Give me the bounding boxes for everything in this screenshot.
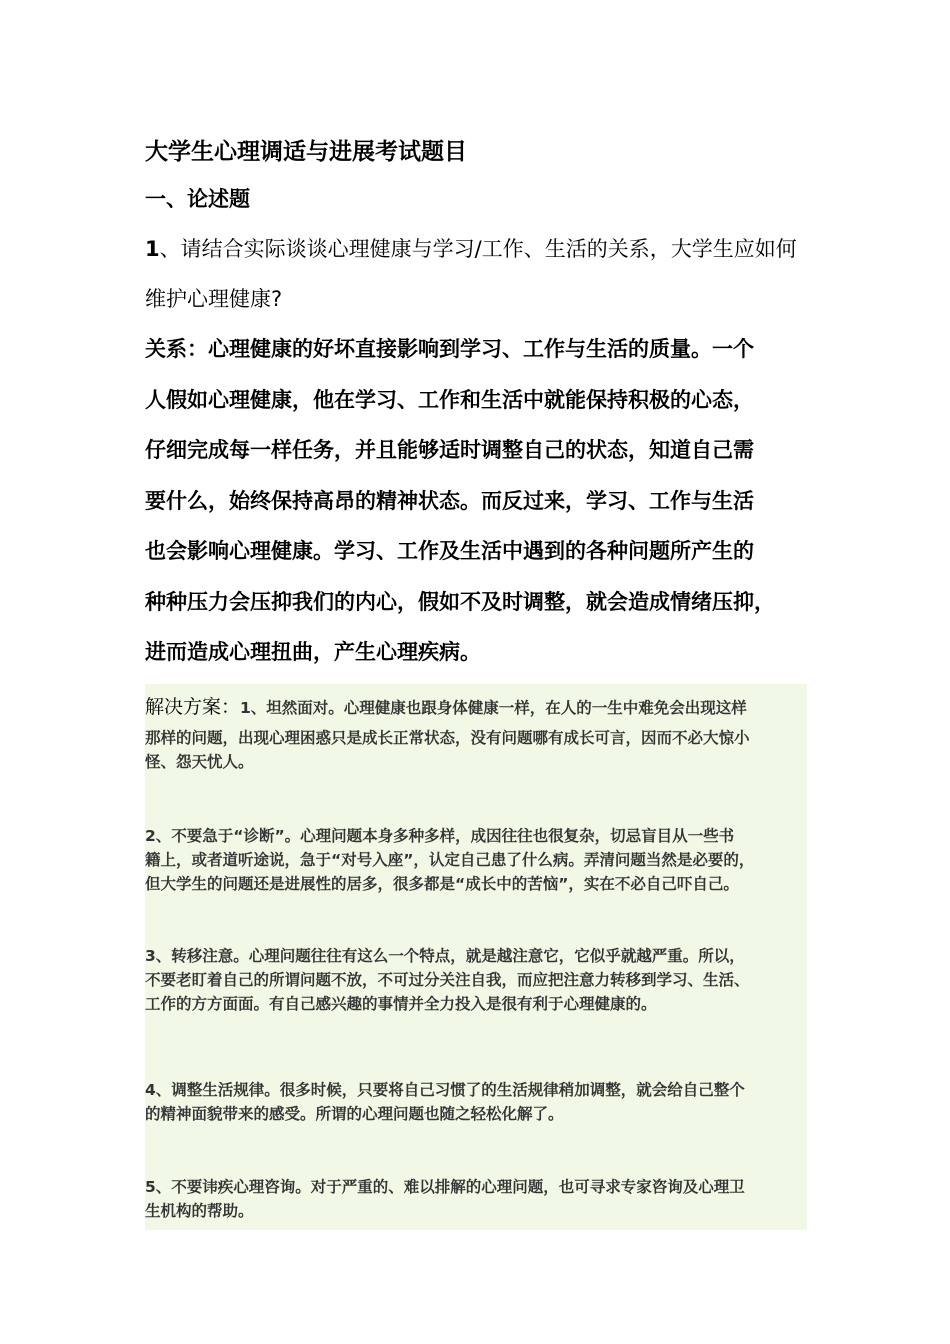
solution-line: 那样的问题，出现心理困惑只是成长正常状态，没有问题哪有成长可言，因而不必大惊小 — [145, 728, 750, 747]
solution-item-4 — [145, 1078, 807, 1126]
question-number: 1 — [145, 237, 160, 261]
solution-item-2 — [145, 824, 807, 896]
relation-line: 关系：心理健康的好坏直接影响到学习、工作与生活的质量。一个 — [145, 337, 754, 361]
relation-line: 仔细完成每一样任务，并且能够适时调整自己的状态，知道自己需 — [145, 438, 754, 462]
solution-line: 籍上，或者道听途说，急于“对号入座”，认定自己患了什么病。弄清问题当然是必要的， — [145, 850, 755, 869]
relation-line: 人假如心理健康，他在学习、工作和生活中就能保持积极的心态， — [145, 387, 754, 412]
solution-line: 不要老盯着自己的所谓问题不放，不可过分关注自我，而应把注意力转移到学习、生活、 — [145, 970, 750, 989]
relation-line: 要什么，始终保持高昂的精神状态。而反过来，学习、工作与生活 — [145, 488, 754, 513]
solution-line: 2、不要急于“诊断”。心理问题本身多种多样，成因往往也很复杂，切忌盲目从一些书 — [145, 826, 735, 845]
solution-line: 3、转移注意。心理问题往往有这么一个特点，就是越注意它，它似乎就越严重。所以， — [145, 946, 745, 965]
solution-line: 1、坦然面对。心理健康也跟身体健康一样，在人的一生中难免会出现这样 — [240, 698, 747, 717]
solution-item-3 — [145, 944, 807, 1016]
solution-line: 的精神面貌带来的感受。所谓的心理问题也随之轻松化解了。 — [145, 1104, 564, 1123]
solution-continuation — [145, 726, 807, 774]
relation-line: 进而造成心理扭曲，产生心理疾病。 — [145, 640, 481, 664]
solution-item-5 — [145, 1175, 807, 1223]
question-text: 、请结合实际谈谈心理健康与学习/工作、生活的关系，大学生应如何维护心理健康? — [145, 237, 797, 311]
relation-line: 种种压力会压抑我们的内心，假如不及时调整，就会造成情绪压抑， — [145, 589, 775, 614]
solution-line: 但大学生的问题还是进展性的居多，很多都是“成长中的苦恼”，实在不必自己吓自己。 — [145, 874, 739, 893]
section-heading: 一、论述题 — [145, 187, 250, 211]
solution-line: 怪、怨天忧人。 — [145, 752, 254, 771]
solution-line: 工作的方方面面。有自己感兴趣的事情并全力投入是很有利于心理健康的。 — [145, 994, 657, 1013]
relation-line: 也会影响心理健康。学习、工作及生活中遇到的各种问题所产生的 — [145, 539, 754, 563]
solution-line: 4、调整生活规律。很多时候，只要将自己习惯了的生活规律稍加调整，就会给自己整个 — [145, 1080, 745, 1099]
question-1 — [145, 224, 807, 324]
solution-item-1 — [145, 684, 807, 774]
document-title: 大学生心理调适与进展考试题目 — [145, 139, 467, 165]
solution-lead: 解决方案： — [145, 695, 241, 718]
document-page — [145, 130, 807, 1230]
solution-line: 5、不要讳疾心理咨询。对于严重的、难以排解的心理问题，也可寻求专家咨询及心理卫 — [145, 1177, 745, 1196]
solution-box — [145, 684, 807, 1230]
relation-answer — [145, 324, 807, 678]
solution-line: 生机构的帮助。 — [145, 1201, 254, 1220]
